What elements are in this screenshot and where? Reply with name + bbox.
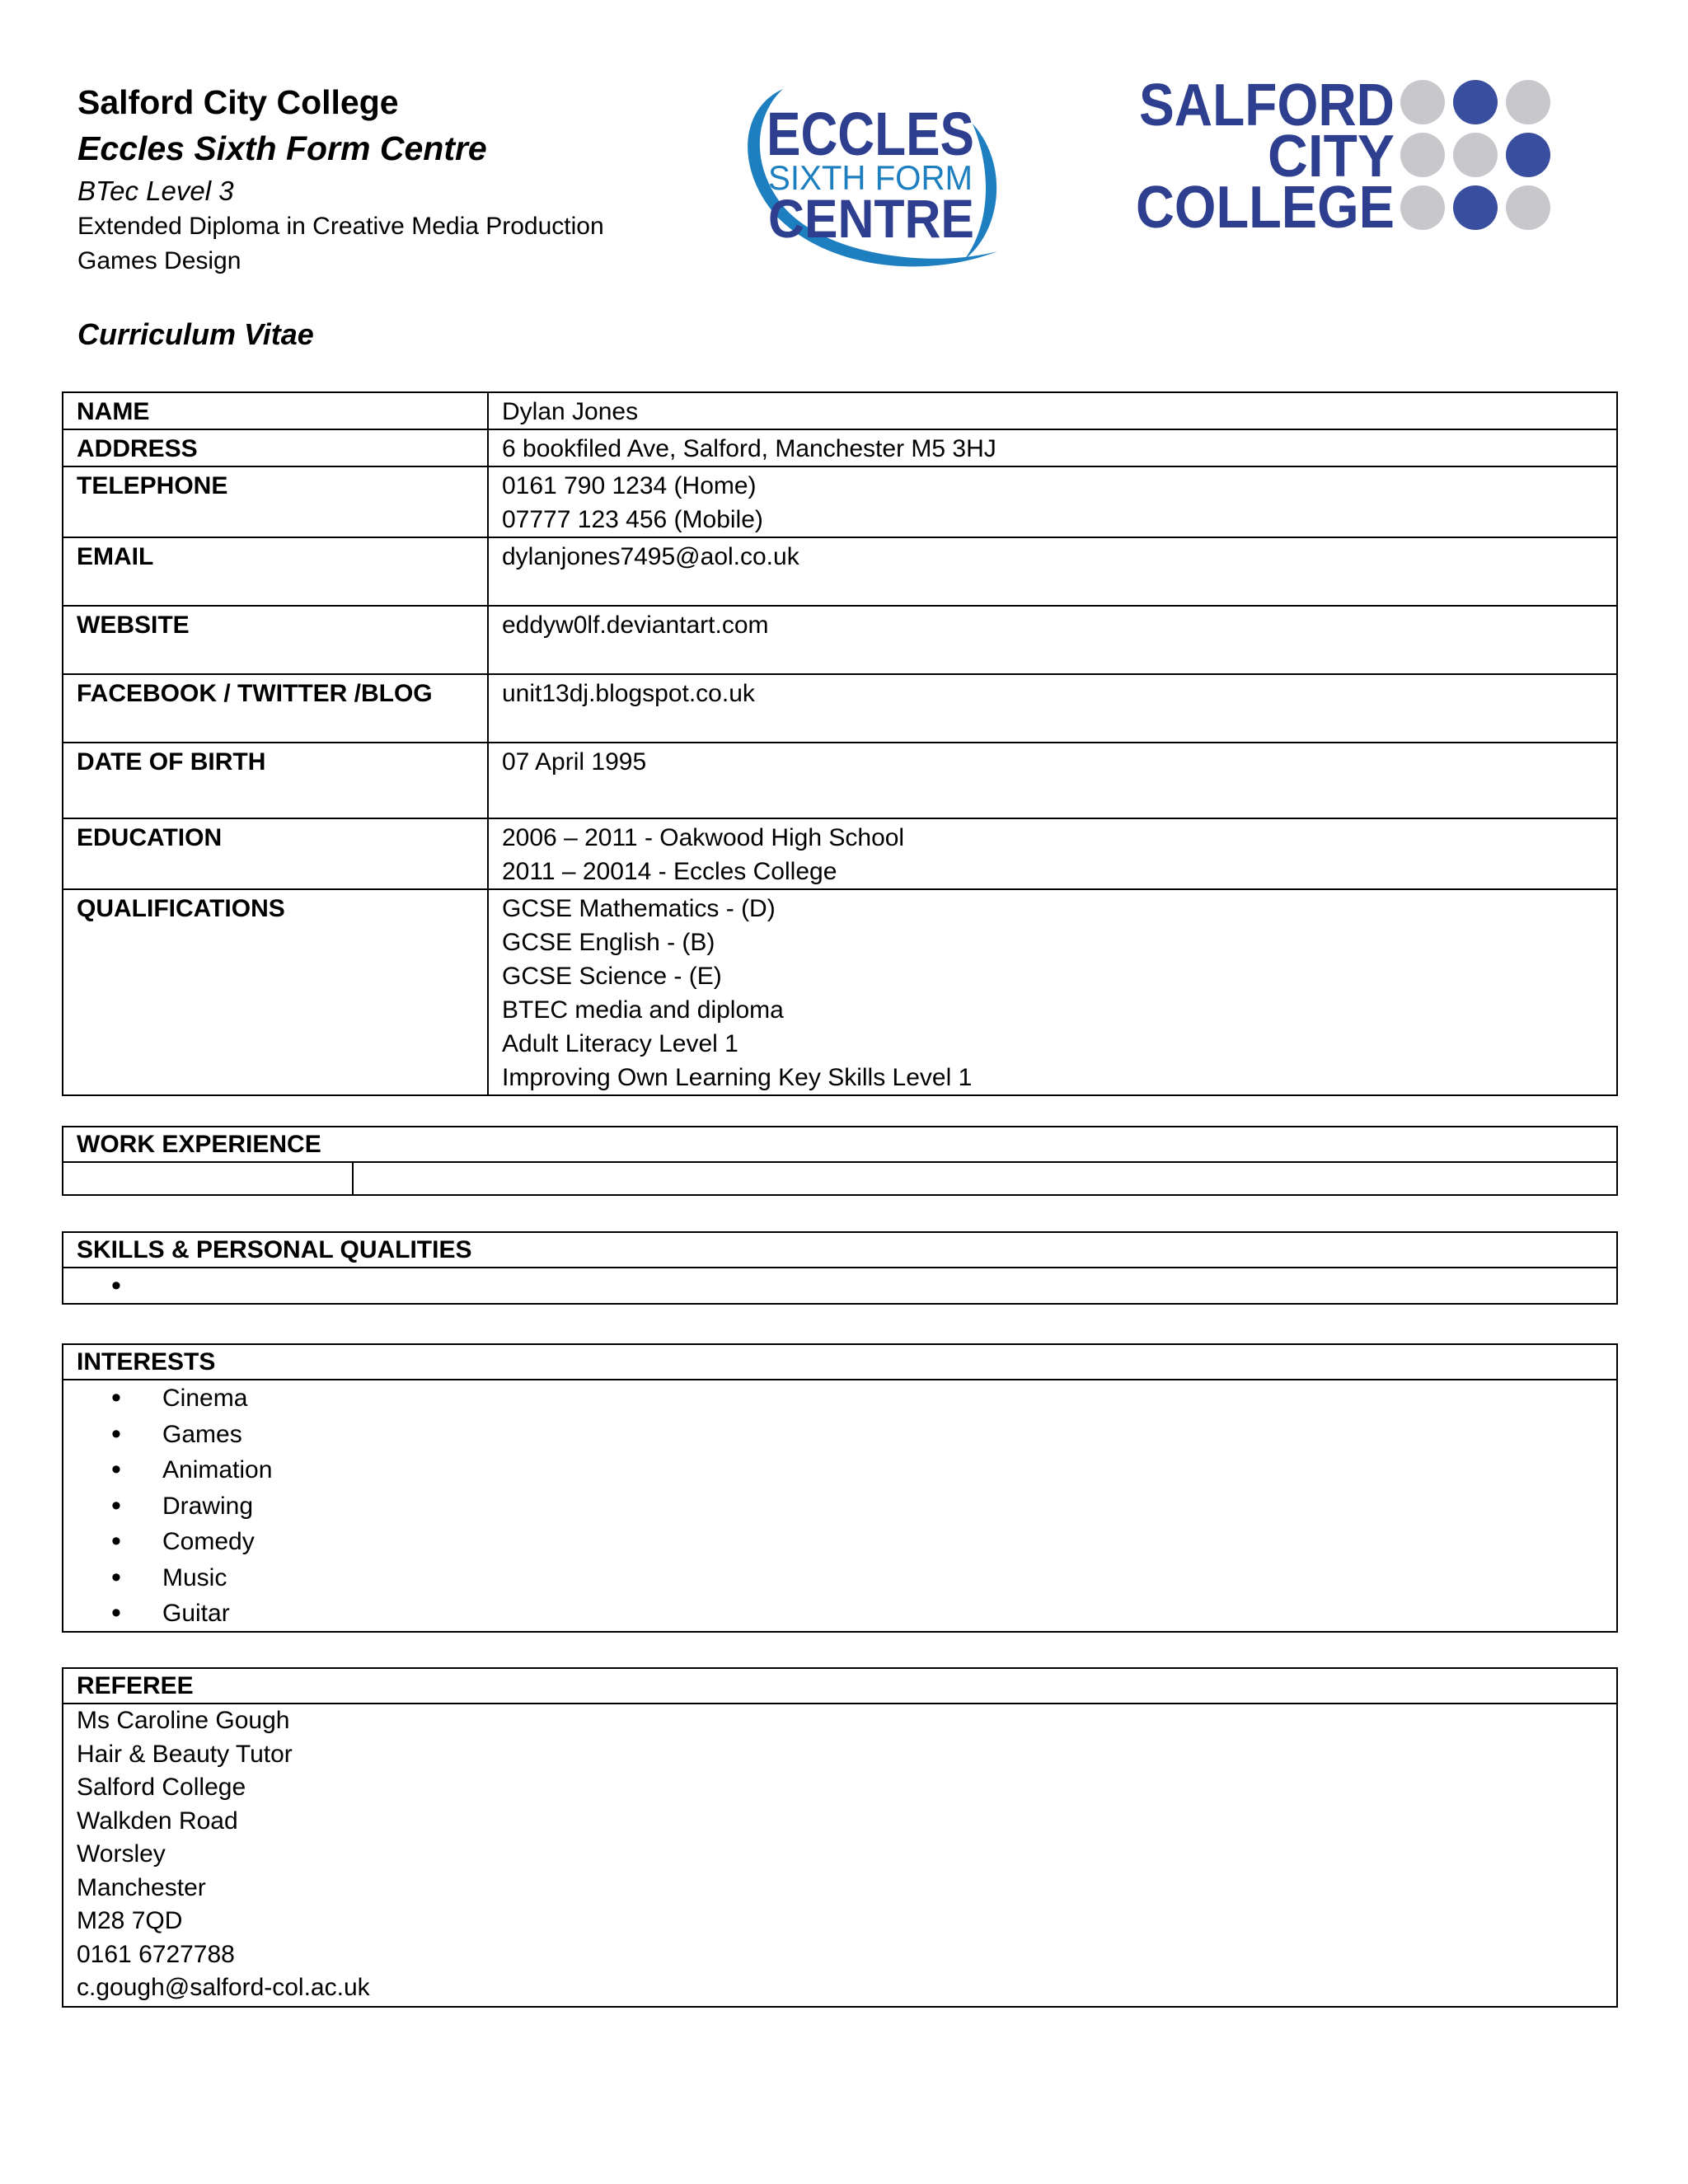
telephone-value (488, 466, 1617, 537)
interests-heading: INTERESTS (63, 1345, 1616, 1380)
referee-heading: REFEREE (63, 1669, 1616, 1704)
education-line: 2006 – 2011 - Oakwood High School (502, 824, 905, 851)
education-label: EDUCATION (63, 818, 488, 889)
social-value: unit13dj.blogspot.co.uk (488, 674, 1617, 743)
qualification-item: GCSE Mathematics - (D) (502, 895, 776, 922)
list-item: • Animation (63, 1452, 1616, 1488)
education-value (488, 818, 1617, 889)
qualifications-value (488, 889, 1617, 1095)
row-address (63, 429, 1617, 466)
row-social (63, 674, 1617, 743)
telephone-label: TELEPHONE (63, 466, 488, 537)
row-email (63, 537, 1617, 606)
header-block (77, 79, 604, 279)
college-name: Salford City College (77, 83, 399, 121)
salford-logo-line3: COLLEGE (1136, 175, 1395, 239)
centre-name: Eccles Sixth Form Centre (77, 129, 487, 167)
website-value: eddyw0lf.deviantart.com (488, 606, 1617, 674)
referee-name: Ms Caroline Gough (77, 1707, 290, 1734)
eccles-logo-line3: CENTRE (768, 188, 974, 249)
qualification-item: BTEC media and diploma (502, 996, 784, 1024)
referee-city: Manchester (77, 1873, 206, 1901)
referee-town: Worsley (77, 1840, 166, 1868)
work-experience-section (62, 1126, 1618, 1196)
list-item: • Music (63, 1560, 1616, 1596)
social-label: FACEBOOK / TWITTER /BLOG (63, 674, 488, 743)
eccles-logo-line1: ECCLES (767, 100, 974, 168)
course-level: BTec Level 3 (77, 176, 234, 206)
qualifications-label: QUALIFICATIONS (63, 889, 488, 1095)
referee-street: Walkden Road (77, 1807, 238, 1835)
salford-logo-line1: SALFORD (1139, 74, 1395, 138)
row-website (63, 606, 1617, 674)
name-value: Dylan Jones (488, 392, 1617, 429)
course-name: Extended Diploma in Creative Media Production (77, 213, 604, 240)
email-value: dylanjones7495@aol.co.uk (488, 537, 1617, 606)
row-telephone (63, 466, 1617, 537)
salford-college-logo (1136, 74, 1564, 239)
referee-postcode: M28 7QD (77, 1907, 183, 1934)
qualification-item: GCSE English - (B) (502, 929, 715, 956)
work-experience-date-cell (63, 1163, 354, 1196)
referee-institution: Salford College (77, 1774, 246, 1801)
row-qualifications (63, 889, 1617, 1095)
referee-phone: 0161 6727788 (77, 1940, 235, 1968)
eccles-logo-line2: SIXTH FORM (768, 158, 973, 197)
referee-section (62, 1667, 1618, 2008)
list-item: • Cinema (63, 1380, 1616, 1417)
list-item: • Guitar (63, 1596, 1616, 1632)
website-label: WEBSITE (63, 606, 488, 674)
qualification-item: Improving Own Learning Key Skills Level 1 (502, 1064, 973, 1091)
address-label: ADDRESS (63, 429, 488, 466)
list-item: • Drawing (63, 1488, 1616, 1525)
name-label: NAME (63, 392, 488, 429)
interests-list (63, 1380, 1616, 1632)
referee-email: c.gough@salford-col.ac.uk (77, 1974, 370, 2001)
work-experience-heading: WORK EXPERIENCE (63, 1127, 1616, 1163)
row-dob (63, 743, 1617, 818)
referee-details (63, 1704, 1616, 2005)
document-title: Curriculum Vitae (77, 317, 314, 351)
qualification-item: GCSE Science - (E) (502, 963, 722, 990)
dob-value: 07 April 1995 (488, 743, 1617, 818)
row-name (63, 392, 1617, 429)
qualification-item: Adult Literacy Level 1 (502, 1030, 738, 1057)
eccles-logo (725, 74, 1010, 276)
work-experience-detail-cell (354, 1163, 1616, 1196)
telephone-home: 0161 790 1234 (Home) (502, 472, 757, 499)
work-experience-row (63, 1163, 1616, 1196)
education-line: 2011 – 20014 - Eccles College (502, 858, 837, 885)
skills-heading: SKILLS & PERSONAL QUALITIES (63, 1233, 1616, 1268)
interests-section (62, 1343, 1618, 1633)
referee-role: Hair & Beauty Tutor (77, 1740, 293, 1768)
address-value: 6 bookfiled Ave, Salford, Manchester M5 3HJ (488, 429, 1617, 466)
logo-dots (1400, 80, 1550, 230)
list-item: • Games (63, 1417, 1616, 1453)
course-pathway: Games Design (77, 247, 241, 274)
row-education (63, 818, 1617, 889)
email-label: EMAIL (63, 537, 488, 606)
list-item: • Comedy (63, 1524, 1616, 1560)
details-table (62, 391, 1618, 1096)
skills-section (62, 1231, 1618, 1305)
dob-label: DATE OF BIRTH (63, 743, 488, 818)
salford-logo-line2: CITY (1268, 124, 1395, 190)
telephone-mobile: 07777 123 456 (Mobile) (502, 506, 763, 533)
